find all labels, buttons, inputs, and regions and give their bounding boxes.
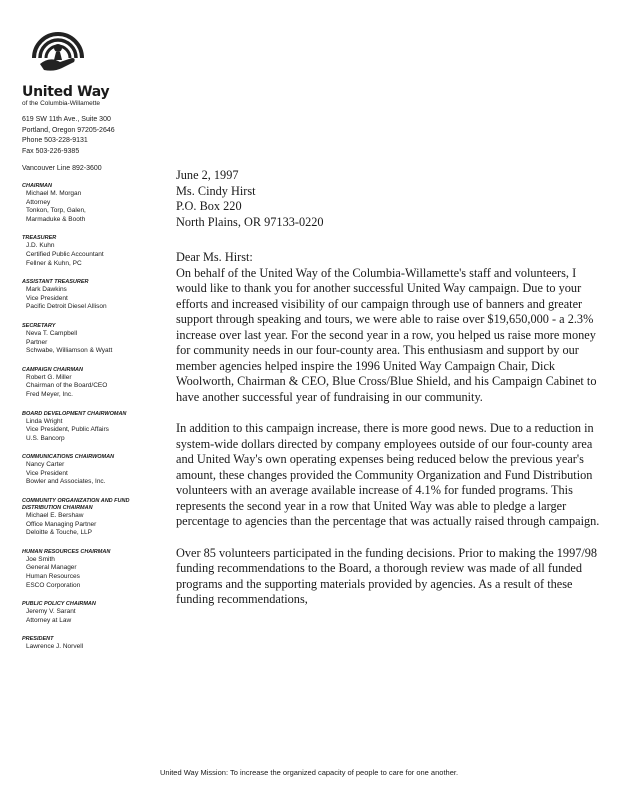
officer-role: CAMPAIGN CHAIRMAN (22, 366, 84, 373)
officer-name: Lawrence J. Norvell (26, 643, 84, 651)
officer-detail: Schwabe, Williamson & Wyatt (26, 347, 113, 355)
salutation: Dear Ms. Hirst: (176, 250, 253, 264)
officer-block (22, 454, 162, 487)
mission-footer: United Way Mission: To increase the organized capacity of people to care for one another. (159, 768, 459, 777)
letter-date: June 2, 1997 (176, 168, 239, 182)
officer-role: CHAIRMAN (22, 183, 52, 189)
officer-role: TREASURER (22, 235, 57, 242)
officer-name: Jeremy V. Sarant (26, 608, 76, 616)
officer-role: PUBLIC POLICY CHAIRMAN (22, 601, 96, 608)
officer-detail: Pacific Detroit Diesel Allison (26, 303, 107, 311)
recipient-name: Ms. Cindy Hirst (176, 183, 256, 198)
letter-paragraph: Over 85 volunteers participated in the funding decisions. Prior to making the 1997/98 funding recommendations to the Board, a thorough review was made of all funded programs and the supporting materials provided by agencies. As a result of these funding recommendations, (176, 545, 598, 606)
officer-detail: Chairman of the Board/CEO (26, 382, 108, 390)
org-subtitle: of the Columbia-Willamette (22, 100, 101, 107)
officer-detail: Vice President, Public Affairs (26, 426, 109, 434)
officer-detail: U.S. Bancorp (26, 434, 65, 442)
officer-name: Michael M. Morgan (26, 190, 82, 197)
officer-block (22, 498, 162, 538)
officer-block (22, 323, 162, 356)
officer-name: Robert G. Miller (26, 373, 72, 381)
officer-role: BOARD DEVELOPMENT CHAIRWOMAN (22, 410, 127, 417)
officer-name: Nancy Carter (26, 461, 65, 469)
officer-name: Linda Wright (26, 417, 63, 425)
officer-detail: Fellner & Kuhn, PC (26, 259, 82, 267)
officer-block (22, 367, 162, 400)
officer-name: J.D. Kuhn (26, 242, 55, 250)
officer-role: ASSISTANT TREASURER (22, 279, 89, 286)
officers-list (22, 183, 162, 652)
recipient-line: P.O. Box 220 (176, 199, 242, 213)
officer-detail: Vice President (26, 469, 68, 477)
officer-block (22, 235, 162, 268)
fax-line: Fax 503-226-9385 (22, 147, 80, 155)
officer-block (22, 279, 162, 312)
officer-block (22, 411, 162, 444)
officer-detail: Office Managing Partner (26, 520, 97, 528)
officer-name: Neva T. Campbell (26, 329, 78, 337)
officer-role: SECRETARY (22, 322, 56, 329)
officer-name: Michael E. Bershaw (26, 512, 84, 520)
address-line: Portland, Oregon 97205-2646 (22, 126, 115, 134)
officer-detail: Deloitte & Touche, LLP (26, 529, 93, 537)
officer-role: HUMAN RESOURCES CHAIRMAN (22, 548, 111, 555)
officer-role: COMMUNITY ORGANIZATION AND FUND DISTRIBUTION CHAIRMAN (22, 498, 130, 512)
org-name: United Way (22, 84, 110, 100)
letterhead-sidebar (22, 18, 162, 652)
officer-name: Mark Dawkins (26, 286, 67, 294)
officer-detail: Attorney (26, 198, 51, 206)
officer-detail: ESCO Corporation (26, 581, 81, 589)
officer-name: Joe Smith (26, 555, 55, 563)
officer-detail: Marmaduke & Booth (26, 215, 86, 223)
officer-detail: Attorney at Law (26, 616, 72, 624)
officer-detail: Fred Meyer, Inc. (26, 390, 73, 398)
officer-detail: Tonkon, Torp, Galen, (26, 207, 86, 215)
letter-paragraph: On behalf of the United Way of the Columbia-Willamette's staff and volunteers, I would like to thank you for another successful United Way campaign. Due to your efforts and increased visibility of our campaign through use of banners and greater support through speaking and tours, we were able to raise over $19,650,000 - a 2.3% increase over last year. For the second year in a row, you helped us raise more money for community needs in our four-county area. This enthusiasm and support by our member agencies helped inspire the 1996 United Way Campaign Chair, Dick Woolworth, Chairman & CEO, Blue Cross/Blue Shield, and his Campaign Cabinet to have another successful year of fundraising in our community. (176, 265, 597, 404)
officer-block (22, 183, 162, 224)
phone-line: Phone 503-228-9131 (22, 137, 88, 144)
officer-detail: Certified Public Accountant (26, 250, 104, 258)
officer-block (22, 601, 162, 625)
letter-paragraph: In addition to this campaign increase, there is more good news. Due to a reduction in system-wide dollars directed by company employees outside of our four-county area and United Way's own operating expenses being reduced below the previous year's amount, these changes provided the Community Organization and Fund Distribution volunteers with an average available increase of 4.1% for funded programs. This represents the second year in a row that United Way was able to pledge a larger percentage to agencies than the percentage that was actually raised through campaign. (176, 421, 600, 528)
recipient-line: North Plains, OR 97133-0220 (176, 214, 324, 229)
officer-role: COMMUNICATIONS CHAIRWOMAN (22, 454, 115, 461)
officer-detail: Vice President (26, 294, 68, 302)
vancouver-line: Vancouver Line 892-3600 (22, 165, 102, 172)
officer-detail: General Manager (26, 564, 77, 572)
officer-block (22, 636, 162, 652)
officer-detail: Bowler and Associates, Inc. (26, 478, 106, 486)
officer-role: PRESIDENT (22, 636, 54, 643)
address-line: 619 SW 11th Ave., Suite 300 (22, 116, 111, 123)
officer-detail: Human Resources (26, 573, 80, 581)
org-address (22, 115, 162, 157)
officer-block (22, 549, 162, 590)
united-way-logo-icon (26, 18, 90, 82)
officer-detail: Partner (26, 338, 48, 346)
letter-body (176, 168, 604, 624)
recipient-address (176, 184, 604, 231)
